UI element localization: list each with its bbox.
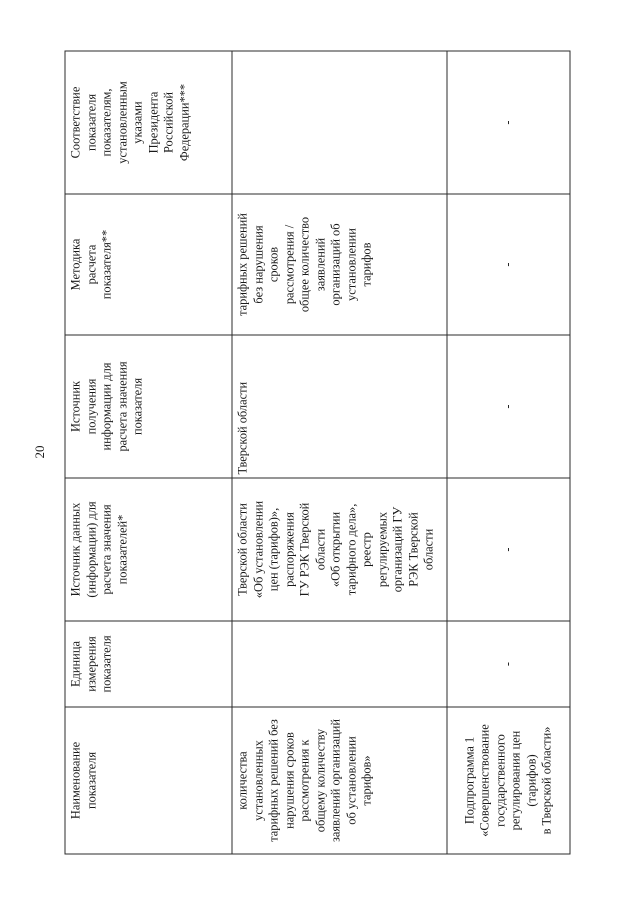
cell-data-source: - xyxy=(447,478,570,621)
cell-presidential-compliance: - xyxy=(447,51,570,194)
header-unit: Единица измерения показателя xyxy=(65,621,232,707)
header-data-source: Источник данных (информации) для расчета значения показателей* xyxy=(65,478,232,621)
indicator-table xyxy=(64,50,570,854)
cell-presidential-compliance xyxy=(232,51,447,194)
cell-calc-method: тарифных решений без нарушения сроков рассмотрения / общее количество заявлений организаций об установлении тарифов xyxy=(232,194,447,335)
cell-calc-method: - xyxy=(447,194,570,335)
indicator-table-container xyxy=(64,51,569,854)
cell-data-source: Тверской области «Об установлении цен (тарифов)», распоряжения ГУ РЭК Тверской области «Об открытии тарифного дела», реестр регулируемых организаций ГУ РЭК Тверской области xyxy=(232,478,447,621)
header-info-source: Источник получения информации для расчета значения показателя xyxy=(65,335,232,478)
page-number: 20 xyxy=(32,445,47,459)
cell-info-source: Тверской области xyxy=(232,335,447,478)
header-indicator-name: Наименование показателя xyxy=(65,707,232,854)
cell-info-source: - xyxy=(447,335,570,478)
table-row xyxy=(447,51,570,854)
cell-indicator-name: Подпрограмма 1 «Совершенствование государственного регулирования цен (тарифов) в Тверской области» xyxy=(447,707,570,854)
cell-unit: - xyxy=(447,621,570,707)
header-presidential-compliance: Соответствие показателя показателям, установленным указами Президента Российской Федерации*** xyxy=(65,51,232,194)
rotated-table-frame xyxy=(64,51,569,854)
table-header-row xyxy=(65,51,232,854)
table-row xyxy=(232,51,447,854)
header-calc-method: Методика расчета показателя** xyxy=(65,194,232,335)
cell-indicator-name: количества установленных тарифных решений без нарушения сроков рассмотрения к общему количеству заявлений организаций об установлении тарифов» xyxy=(232,707,447,854)
cell-unit xyxy=(232,621,447,707)
